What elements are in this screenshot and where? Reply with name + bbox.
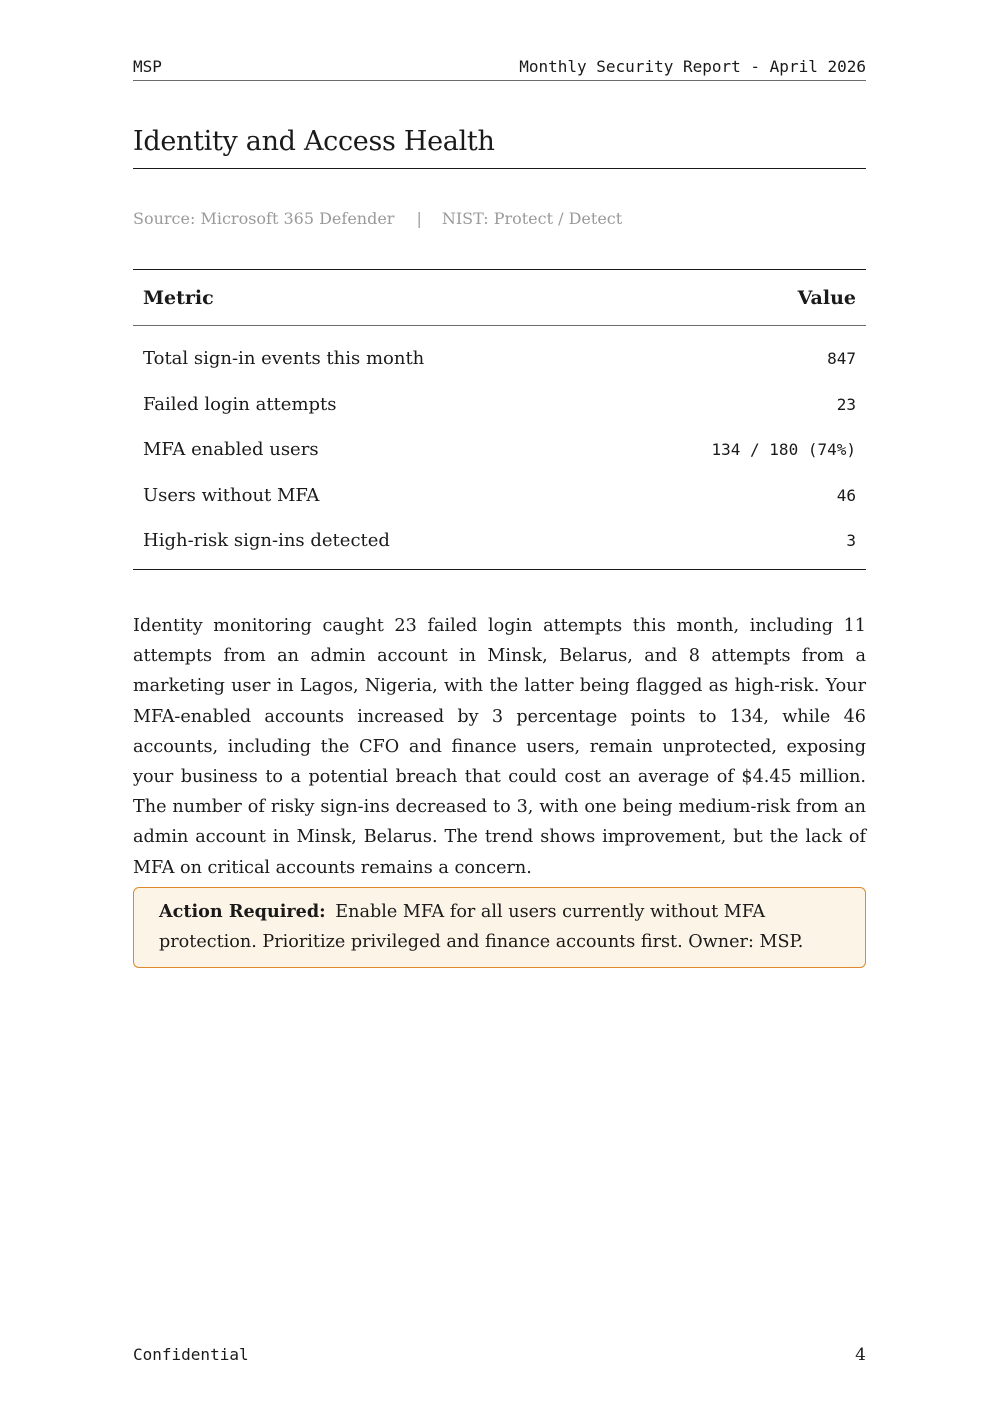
source-label: Source: Microsoft 365 Defender <box>133 209 395 228</box>
header-org-name: MSP <box>133 57 162 76</box>
source-line <box>133 208 866 230</box>
report-page <box>133 0 866 1414</box>
table-row <box>133 382 866 428</box>
section-title: Identity and Access Health <box>133 124 866 169</box>
table-row <box>133 518 866 569</box>
metric-cell: Failed login attempts <box>143 393 337 415</box>
value-cell: 134 / 180 (74%) <box>711 440 856 460</box>
summary-paragraph: Identity monitoring caught 23 failed login attempts this month, including 11 attempts from an admin account in Minsk, Belarus, and 8 attempts from a marketing user in Lagos, Nigeria, with the latter being flagged as high-risk. Your MFA-enabled accounts increased by 3 percentage points to 134, while 46 accounts, including the CFO and finance users, remain unprotected, exposing your business to a potential breach that could cost an average of $4.45 million. The number of risky sign-ins decreased to 3, with one being medium-risk from an admin account in Minsk, Belarus. The trend shows improvement, but the lack of MFA on critical accounts remains a concern. <box>133 616 866 878</box>
column-header-metric: Metric <box>133 270 607 326</box>
action-required-label: Action Required: <box>159 901 326 922</box>
value-cell: 847 <box>827 349 856 369</box>
running-header <box>133 56 866 81</box>
action-required-text: Enable MFA for all users currently without MFA protection. Prioritize privileged and finance accounts first. Owner: MSP. <box>159 902 804 953</box>
metric-cell: Users without MFA <box>143 484 320 506</box>
value-cell: 46 <box>836 485 856 505</box>
action-required-callout <box>133 887 866 968</box>
table-header-row <box>133 270 866 326</box>
table-row <box>133 473 866 519</box>
metric-cell: High-risk sign-ins detected <box>143 530 390 552</box>
metric-cell: MFA enabled users <box>143 439 319 461</box>
source-separator: | <box>416 209 422 228</box>
confidentiality-label: Confidential <box>133 1345 249 1364</box>
metric-cell: Total sign-in events this month <box>143 348 425 370</box>
value-cell: 23 <box>836 394 856 414</box>
column-header-value: Value <box>607 270 866 326</box>
table-row <box>133 427 866 473</box>
table-row <box>133 326 866 382</box>
page-number: 4 <box>855 1345 866 1365</box>
metrics-table <box>133 269 866 570</box>
running-footer <box>133 1344 866 1366</box>
nist-label: NIST: Protect / Detect <box>441 209 623 228</box>
header-report-title: Monthly Security Report - April 2026 <box>519 57 866 76</box>
value-cell: 3 <box>846 531 856 551</box>
